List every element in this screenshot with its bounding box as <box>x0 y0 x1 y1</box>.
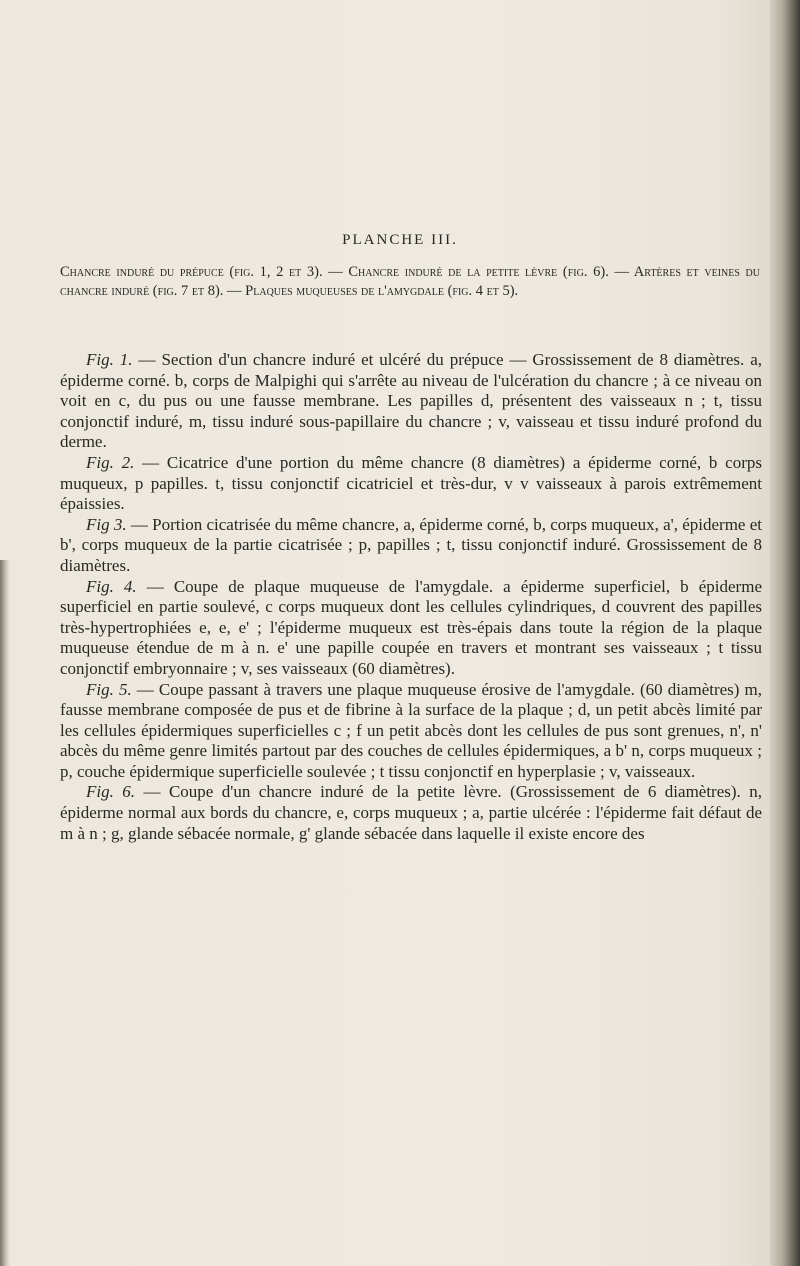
fig-6-description <box>60 782 762 844</box>
fig-label: Fig 3. <box>86 514 127 534</box>
fig-label: Fig. 5. <box>86 679 132 699</box>
plate-title: PLANCHE III. <box>342 232 458 248</box>
fig-text: — Coupe de plaque muqueuse de l'amygdale. a épiderme superficiel, b épiderme superficiel en partie soulevé, c corps muqueux dont les cellules cylindriques, d couvrent des papilles très-hypertrophiées e, e, e' ; l'épiderme muqueux est très-épais dans toute la région de la plaque muqueuse étendue de m à n. e' une papille coupée en travers et montrant ses vaisseaux ; t tissu conjonctif embryonnaire ; v, ses vaisseaux (60 diamètres). <box>60 576 762 678</box>
fig-label: Fig. 6. <box>86 782 136 802</box>
fig-text: — Coupe passant à travers une plaque muqueuse érosive de l'amygdale. (60 diamètres) m, fausse membrane composée de pus et de fibrine à la surface de la plaque ; d, un petit abcès limité par les cellules épidermiques superficielles c ; f un petit abcès dont les cellules de pus sont grenues, n', n' abcès du même genre limités partout par des couches de cellules épidermiques, a b' n, corps muqueux ; p, couche épidermique superficielle soulevée ; t tissu conjonctif en hyperplasie ; v, vaisseaux. <box>60 679 763 781</box>
fig-text: — Cicatrice d'une portion du même chancre (8 diamètres) a épiderme corné, b corps muqueux, p papilles. t, tissu conjonctif cicatriciel et très-dur, v v vaisseaux à parois extrêmement épaissies. <box>60 452 763 514</box>
fig-1-description <box>60 350 762 453</box>
fig-3-description <box>60 515 762 577</box>
fig-4-description <box>60 577 762 680</box>
fig-text: — Portion cicatrisée du même chancre, a, épiderme corné, b, corps muqueux, a', épiderme et b', corps muqueux de la partie cicatrisée ; p, papilles ; t, tissu conjonctif induré. Grossissement de 8 diamètres. <box>60 514 762 575</box>
fig-5-description <box>60 680 762 783</box>
fig-label: Fig. 1. <box>86 350 133 369</box>
fig-text: — Coupe d'un chancre induré de la petite lèvre. (Grossissement de 6 diamètres). n, épiderme normal aux bords du chancre, e, corps muqueux ; a, partie ulcérée : l'épiderme fait défaut de m à n ; g, glande sébacée normale, g' glande sébacée dans laquelle il existe encore des <box>60 782 762 843</box>
fig-label: Fig. 4. <box>86 576 137 596</box>
fig-text: — Section d'un chancre induré et ulcéré du prépuce — Grossissement de 8 diamètres. a, épiderme corné. b, corps de Malpighi qui s'arrête au niveau de l'ulcération du chancre ; à ce niveau on voit en c, du pus ou une fausse membrane. Les papilles d, présentent des vaisseaux n ; t, tissu conjonctif induré, m, tissu induré sous-papillaire du chancre ; v, vaisseau et tissu induré profond du derme. <box>60 350 763 452</box>
fig-label: Fig. 2. <box>86 452 135 472</box>
fig-2-description <box>60 453 762 515</box>
figure-descriptions <box>60 350 762 844</box>
plate-summary: Chancre induré du prépuce (fig. 1, 2 et 3). — Chancre induré de la petite lèvre (fig. 6). — Artères et veines du chancre induré (fig. 7 et 8). — Plaques muqueuses de l'amygdale (fig. 4 et 5). <box>60 264 760 299</box>
page-edge-left <box>0 560 10 1266</box>
page-edge-shadow <box>770 0 800 1266</box>
